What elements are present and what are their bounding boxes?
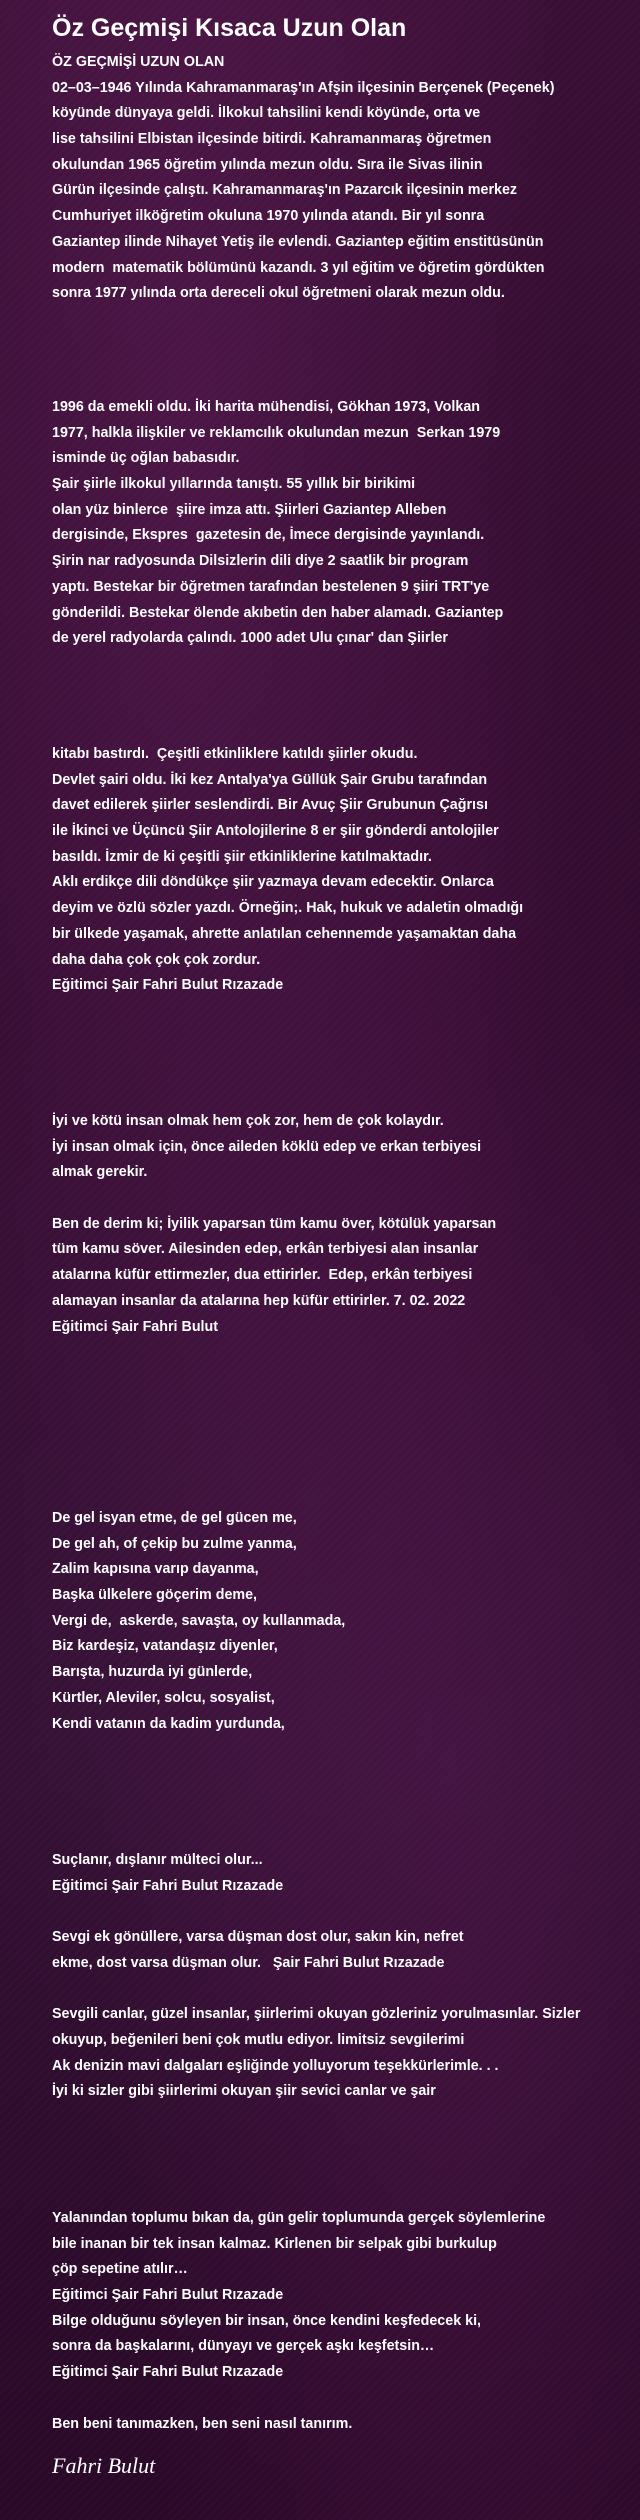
poem-line: Eğitimci Şair Fahri Bulut Rızazade — [52, 2287, 284, 2304]
poem-line: Şair şiirle ilkokul yıllarında tanıştı. 55 yıllık bir birikimi — [52, 476, 416, 493]
poem-line: Ben beni tanımazken, ben seni nasıl tanırım. — [52, 2415, 353, 2432]
poem-line: 1977, halkla ilişkiler ve reklamcılık okulundan mezun Serkan 1979 — [52, 424, 501, 441]
blank-line — [52, 2386, 640, 2412]
blank-line — [52, 1899, 640, 1925]
poem-line: isminde üç oğlan babasıdır. — [52, 450, 240, 467]
poem-line: Vergi de, askerde, savaşta, oy kullanmada, — [52, 1612, 346, 1629]
poem-line: okuyup, beğenileri beni çok mutlu ediyor. limitsiz sevgilerimi — [52, 2031, 465, 2048]
poem-line: Cumhuriyet ilköğretim okuluna 1970 yılında atandı. Bir yıl sonra — [52, 208, 485, 225]
poem-line: tüm kamu söver. Ailesinden edep, erkân terbiyesi alan insanlar — [52, 1241, 479, 1258]
poem-line: davet edilerek şiirler seslendirdi. Bir Avuç Şiir Grubunun Çağrısı — [52, 797, 488, 814]
blank-line — [52, 1976, 640, 2002]
poem-line: Şirin nar radyosunda Dilsizlerin dili diye 2 saatlik bir program — [52, 553, 469, 570]
poem-line: sonra da başkalarını, dünyayı ve gerçek aşkı keşfetsin… — [52, 2338, 435, 2355]
poem-line: Aklı erdikçe dili döndükçe şiir yazmaya devam edecektir. Onlarca — [52, 874, 494, 891]
poem-line: basıldı. İzmir de ki çeşitli şiir etkinliklerine katılmaktadır. — [52, 848, 432, 865]
poem-line: alamayan insanlar da atalarına hep küfür ettirirler. 7. 02. 2022 — [52, 1292, 466, 1309]
poem-line: Suçlanır, dışlanır mülteci olur... — [52, 1852, 263, 1868]
poem-line: yaptı. Bestekar bir öğretmen tarafından bestelenen 9 şiiri TRT'ye — [52, 578, 490, 595]
poem-line: bile inanan bir tek insan kalmaz. Kirlenen bir selpak gibi burkulup — [52, 2235, 497, 2252]
poem-line: deyim ve özlü sözler yazdı. Örneğin;. Hak, hukuk ve adaletin olmadığı — [52, 900, 524, 917]
poem-line: olan yüz binlerce şiire imza attı. Şiirleri Gaziantep Alleben — [52, 501, 447, 518]
poem-line: bir ülkede yaşamak, ahrette anlatılan cehennemde yaşamaktan daha — [52, 925, 517, 942]
poem-title: Öz Geçmişi Kısaca Uzun Olan — [52, 14, 407, 42]
poem-line: Yalanından toplumu bıkan da, gün gelir toplumunda gerçek söylemlerine — [52, 2210, 546, 2226]
poem-line: Eğitimci Şair Fahri Bulut — [52, 1318, 219, 1335]
poem-line: Devlet şairi oldu. İki kez Antalya'ya Güllük Şair Grubu tarafından — [52, 771, 488, 788]
poem-line: Eğitimci Şair Fahri Bulut Rızazade — [52, 977, 284, 994]
poem-line: çöp sepetine atılır… — [52, 2261, 188, 2278]
stanza-truth — [52, 2206, 640, 2437]
poem-line: Gaziantep ilinde Nihayet Yetiş ile evlendi. Gaziantep eğitim enstitüsünün — [52, 233, 544, 250]
stanza-activities — [52, 742, 640, 999]
stanza-good-and-bad — [52, 1109, 640, 1340]
poem-line: Sevgili canlar, güzel insanlar, şiirlerimi okuyan gözleriniz yorulmasınlar. Sizler — [52, 2006, 581, 2023]
poem-line: lise tahsilini Elbistan ilçesinde bitirdi. Kahramanmaraş öğretmen — [52, 131, 492, 148]
poem-line: De gel ah, of çekip bu zulme yanma, — [52, 1535, 297, 1552]
poem-line: ile İkinci ve Üçüncü Şiir Antolojilerine 8 er şiir gönderdi antolojiler — [52, 823, 499, 840]
poem-line: İyi ve kötü insan olmak hem çok zor, hem de çok kolaydır. — [52, 1113, 444, 1129]
blank-line — [52, 1186, 640, 1212]
poem-line: almak gerekir. — [52, 1164, 148, 1181]
poem-line: gönderildi. Bestekar ölende akıbetin den haber alamadı. Gaziantep — [52, 604, 504, 621]
poem-line: ÖZ GEÇMİŞİ UZUN OLAN — [52, 54, 225, 70]
poem-line: sonra 1977 yılında orta dereceli okul öğretmeni olarak mezun oldu. — [52, 285, 505, 302]
poem-line: 1996 da emekli oldu. İki harita mühendisi, Gökhan 1973, Volkan — [52, 399, 480, 415]
poem-line: dergisinde, Ekspres gazetesin de, İmece dergisinde yayınlandı. — [52, 527, 485, 544]
poem-line: De gel isyan etme, de gel gücen me, — [52, 1510, 297, 1526]
poem-line: Kendi vatanın da kadim yurdunda, — [52, 1715, 285, 1732]
poem-line: İyi ki sizler gibi şiirlerimi okuyan şiir sevici canlar ve şair — [52, 2083, 436, 2100]
poem-line: okulundan 1965 öğretim yılında mezun oldu. Sıra ile Sivas ilinin — [52, 156, 483, 173]
poem-line: Ak denizin mavi dalgaları eşliğinde yolluyorum teşekkürlerimle. . . — [52, 2057, 499, 2074]
stanza-biography — [52, 50, 640, 307]
poem-line: ekme, dost varsa düşman olur. Şair Fahri Bulut Rızazade — [52, 1954, 445, 1971]
poem-line: Barışta, huzurda iyi günlerde, — [52, 1664, 253, 1681]
stanza-family-career — [52, 395, 640, 652]
poem-line: Ben de derim ki; İyilik yaparsan tüm kamu över, kötülük yaparsan — [52, 1215, 497, 1232]
poem-line: Bilge olduğunu söyleyen bir insan, önce kendini keşfedecek ki, — [52, 2312, 482, 2329]
poem-line: Kürtler, Aleviler, solcu, sosyalist, — [52, 1689, 275, 1706]
stanza-love-thanks — [52, 1848, 640, 2105]
poem-line: Biz kardeşiz, vatandaşız diyenler, — [52, 1638, 278, 1655]
poem-line: kitabı bastırdı. Çeşitli etkinliklere katıldı şiirler okudu. — [52, 746, 418, 762]
poem-line: İyi insan olmak için, önce aileden köklü edep ve erkan terbiyesi — [52, 1138, 482, 1155]
stanza-rebellion — [52, 1506, 640, 1737]
poem-line: atalarına küfür ettirmezler, dua ettirirler. Edep, erkân terbiyesi — [52, 1267, 473, 1284]
poem-line: Başka ülkelere göçerim deme, — [52, 1587, 258, 1604]
poem-line: 02–03–1946 Yılında Kahramanmaraş'ın Afşin ilçesinin Berçenek (Peçenek) — [52, 79, 555, 96]
poem-line: Gürün ilçesinde çalıştı. Kahramanmaraş'ın Pazarcık ilçesinin merkez — [52, 182, 518, 199]
poem-line: Sevgi ek gönüllere, varsa düşman dost olur, sakın kin, nefret — [52, 1929, 464, 1946]
poem-line: daha daha çok çok çok zordur. — [52, 951, 261, 968]
poem-line: de yerel radyolarda çalındı. 1000 adet Ulu çınar' dan Şiirler — [52, 630, 448, 647]
poem-line: köyünde dünyaya geldi. İlkokul tahsilini kendi köyünde, orta ve — [52, 105, 481, 122]
poem-line: Eğitimci Şair Fahri Bulut Rızazade — [52, 1877, 284, 1894]
poem-line: Eğitimci Şair Fahri Bulut Rızazade — [52, 2364, 284, 2381]
author-signature: Fahri Bulut — [52, 2453, 156, 2478]
poem-line: Zalim kapısına varıp dayanma, — [52, 1561, 259, 1578]
poem-line: modern matematik bölümünü kazandı. 3 yıl eğitim ve öğretim gördükten — [52, 259, 545, 276]
